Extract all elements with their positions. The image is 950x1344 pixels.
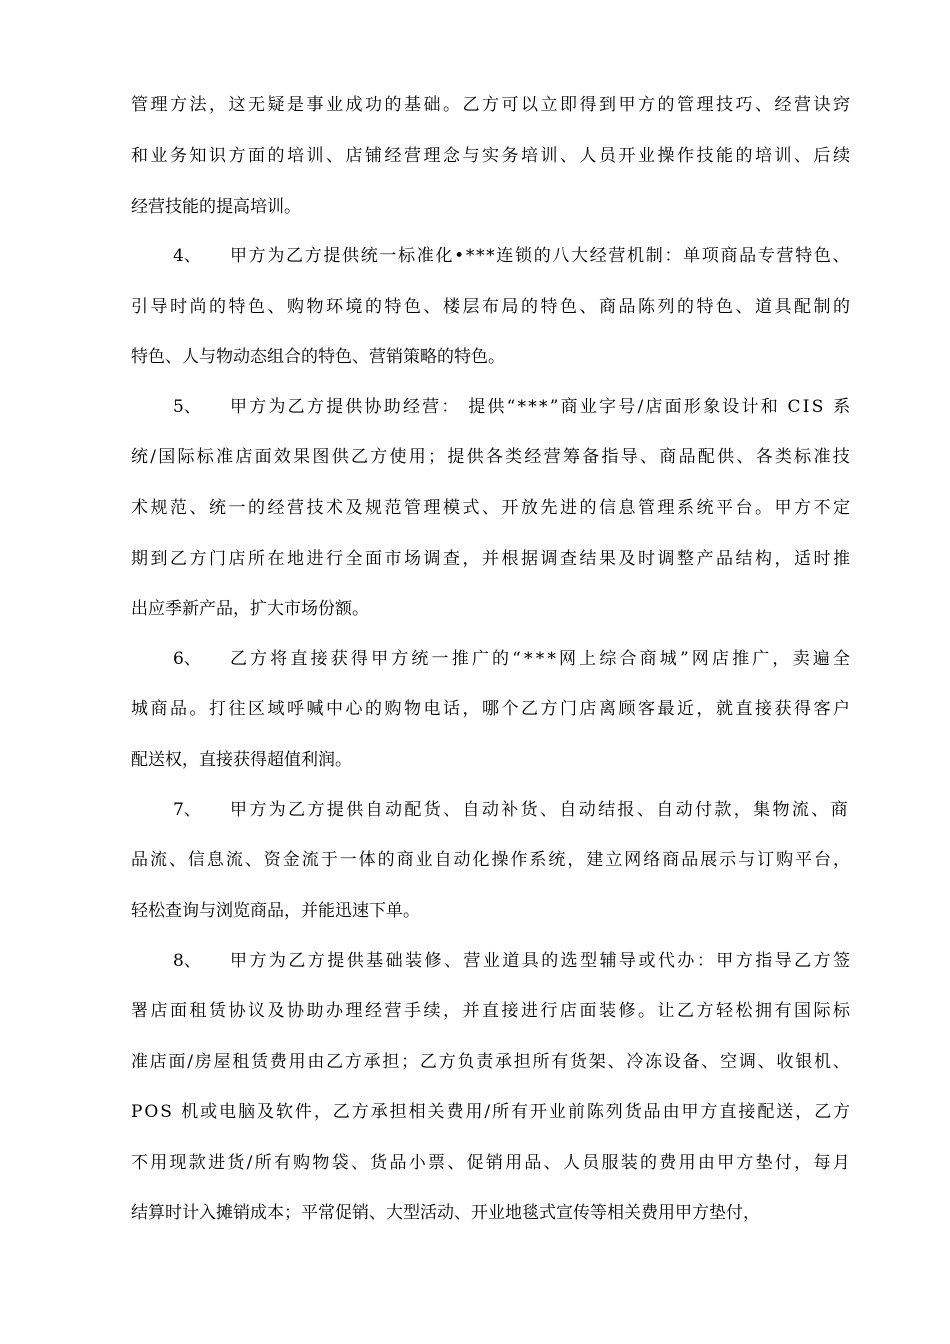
paragraph-line: 不用现款进货/所有购物袋、货品小票、促销用品、人员服装的费用由甲方垫付，每月 [131, 1153, 852, 1173]
paragraph-line: 结算时计入摊销成本；平常促销、大型活动、开业地毯式宣传等相关费用甲方垫付， [131, 1203, 760, 1223]
paragraph-line: 轻松查询与浏览商品，并能迅速下单。 [131, 901, 420, 921]
paragraph-line: 甲方为乙方提供统一标准化•***连锁的八大经营机制：单项商品专营特色、 [230, 246, 852, 266]
paragraph-line: 甲方为乙方提供基础装修、营业道具的选型辅导或代办：甲方指导乙方签 [230, 951, 853, 971]
paragraph-line: 署店面租赁协议及协助办理经营手续，并直接进行店面装修。让乙方轻松拥有国际标 [131, 1001, 853, 1021]
paragraph-line: 配送权，直接获得超值利润。 [131, 750, 352, 770]
paragraph-line: 和业务知识方面的培训、店铺经营理念与实务培训、人员开业操作技能的培训、后续 [131, 146, 853, 166]
paragraph-line: 期到乙方门店所在地进行全面市场调查，并根据调查结果及时调整产品结构，适时推 [131, 549, 853, 569]
paragraph-line: 引导时尚的特色、购物环境的特色、楼层布局的特色、商品陈列的特色、道具配制的 [131, 297, 853, 317]
paragraph-line: 甲方为乙方提供自动配货、自动补货、自动结报、自动付款，集物流、商 [230, 800, 850, 820]
item-number: 8、 [173, 951, 201, 971]
paragraph-line: 品流、信息流、资金流于一体的商业自动化操作系统，建立网络商品展示与订购平台， [131, 850, 852, 870]
paragraph-line: 管理方法，这无疑是事业成功的基础。乙方可以立即得到甲方的管理技巧、经营诀窍 [131, 95, 853, 115]
paragraph-line: 特色、人与物动态组合的特色、营销策略的特色。 [131, 347, 505, 367]
item-number: 7、 [173, 800, 201, 820]
paragraph-line: 准店面/房屋租赁费用由乙方承担；乙方负责承担所有货架、冷冻设备、空调、收银机、 [131, 1052, 852, 1072]
paragraph-line: 出应季新产品，扩大市场份额。 [131, 599, 369, 619]
paragraph-line: POS 机或电脑及软件，乙方承担相关费用/所有开业前陈列货品由甲方直接配送，乙方 [131, 1102, 853, 1122]
item-number: 5、 [173, 397, 201, 417]
paragraph-line: 术规范、统一的经营技术及规范管理模式、开放先进的信息管理系统平台。甲方不定 [131, 498, 853, 518]
item-number: 6、 [173, 649, 201, 669]
paragraph-line: 甲方为乙方提供协助经营： 提供“***”商业字号/店面形象设计和 CIS 系 [230, 397, 853, 417]
paragraph-line: 城商品。打往区域呼喊中心的购物电话，哪个乙方门店离顾客最近，就直接获得客户 [131, 699, 853, 719]
item-number: 4、 [173, 246, 201, 266]
paragraph-line: 统/国际标准店面效果图供乙方使用；提供各类经营筹备指导、商品配供、各类标准技 [131, 447, 852, 467]
paragraph-line: 经营技能的提高培训。 [131, 197, 301, 217]
paragraph-line: 乙方将直接获得甲方统一推广的“***网上综合商城”网店推广，卖遍全 [230, 649, 854, 669]
